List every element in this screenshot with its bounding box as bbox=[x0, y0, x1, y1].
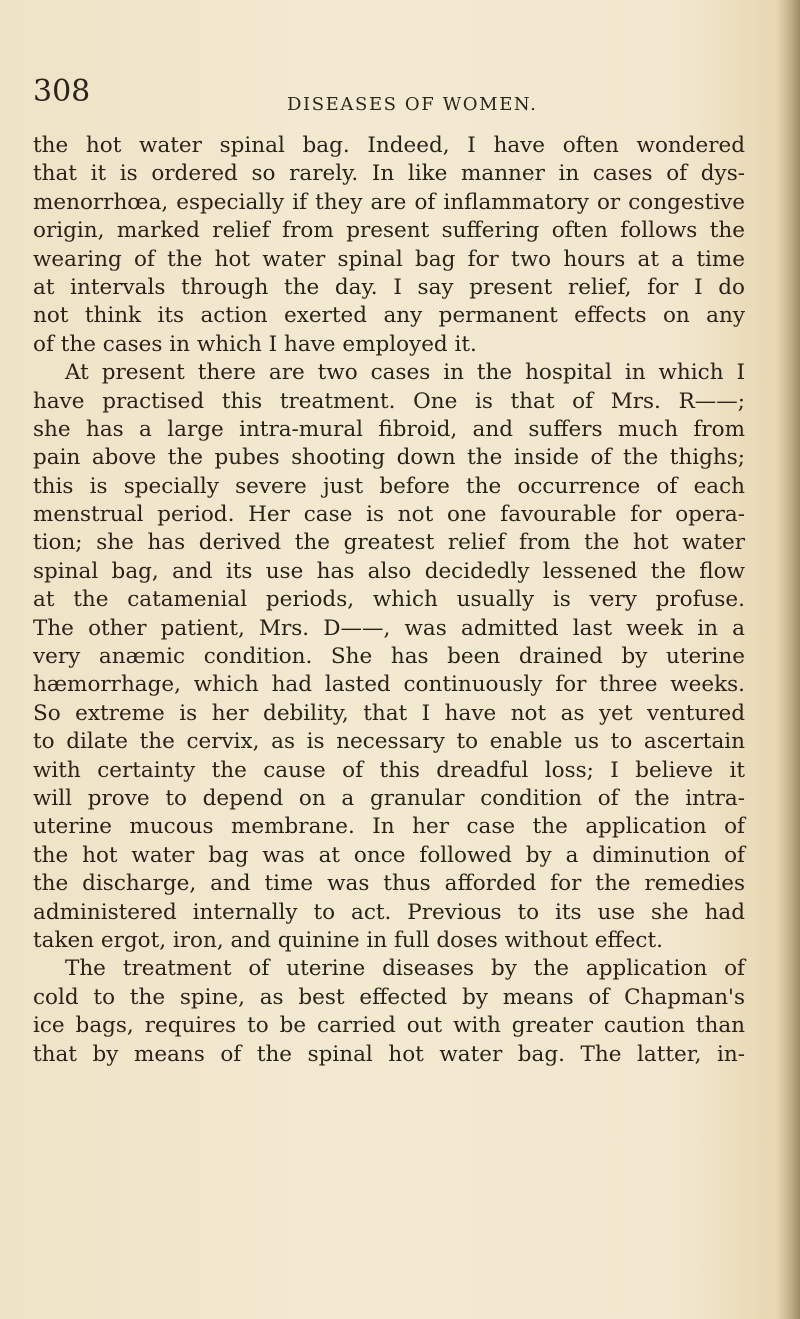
text-line: cold to the spine, as best effected by means of Chapman's bbox=[33, 984, 745, 1010]
text-line: the discharge, and time was thus afforded for the remedies bbox=[33, 871, 745, 897]
text-line: this is specially severe just before the occurrence of each bbox=[33, 473, 745, 499]
text-line: she has a large intra-mural fibroid, and suffers much from bbox=[33, 416, 745, 442]
text-line: taken ergot, iron, and quinine in full doses without effect. bbox=[33, 927, 663, 953]
text-line: The treatment of uterine diseases by the application of bbox=[65, 956, 745, 982]
text-line: the hot water spinal bag. Indeed, I have often wondered bbox=[33, 133, 745, 158]
page-edge-shadow bbox=[778, 0, 800, 1319]
text-line: hæmorrhage, which had lasted continuously for three weeks. bbox=[33, 672, 745, 698]
text-line: wearing of the hot water spinal bag for two hours at a time bbox=[33, 246, 745, 272]
text-line: uterine mucous membrane. In her case the application of bbox=[33, 814, 745, 840]
text-line: very anæmic condition. She has been drained by uterine bbox=[33, 644, 745, 670]
text-line: will prove to depend on a granular condition of the intra- bbox=[33, 785, 745, 811]
text-line: ice bags, requires to be carried out with greater caution than bbox=[33, 1013, 745, 1039]
text-line: menstrual period. Her case is not one favourable for opera- bbox=[33, 502, 745, 528]
text-line: at the catamenial periods, which usually is very profuse. bbox=[33, 587, 745, 613]
text-line: have practised this treatment. One is that of Mrs. R——; bbox=[33, 388, 745, 414]
text-line: with certainty the cause of this dreadful loss; I believe it bbox=[33, 757, 745, 783]
text-line: administered internally to act. Previous to its use she had bbox=[33, 899, 745, 925]
text-line: that by means of the spinal hot water bag. The latter, in- bbox=[33, 1041, 745, 1067]
text-line: pain above the pubes shooting down the inside of the thighs; bbox=[33, 445, 745, 471]
text-line: spinal bag, and its use has also decidedly lessened the flow bbox=[33, 558, 745, 584]
text-line: at intervals through the day. I say present relief, for I do bbox=[33, 274, 745, 300]
body-text bbox=[33, 132, 745, 1069]
text-line: So extreme is her debility, that I have not as yet ventured bbox=[33, 700, 745, 726]
text-line: menorrhœa, especially if they are of inflammatory or congestive bbox=[33, 189, 745, 215]
text-line: tion; she has derived the greatest relief from the hot water bbox=[33, 530, 745, 556]
running-title: DISEASES OF WOMEN. bbox=[287, 94, 538, 115]
text-line: to dilate the cervix, as is necessary to enable us to ascertain bbox=[33, 729, 745, 755]
text-line: The other patient, Mrs. D——, was admitted last week in a bbox=[33, 615, 745, 641]
text-line: of the cases in which I have employed it. bbox=[33, 331, 477, 357]
text-line: At present there are two cases in the hospital in which I bbox=[65, 360, 745, 386]
text-line: origin, marked relief from present suffering often follows the bbox=[33, 218, 745, 244]
page-number: 308 bbox=[33, 74, 91, 109]
text-line: that it is ordered so rarely. In like manner in cases of dys- bbox=[33, 161, 745, 187]
text-line: the hot water bag was at once followed by a diminution of bbox=[33, 842, 745, 868]
text-line: not think its action exerted any permanent effects on any bbox=[33, 303, 745, 329]
